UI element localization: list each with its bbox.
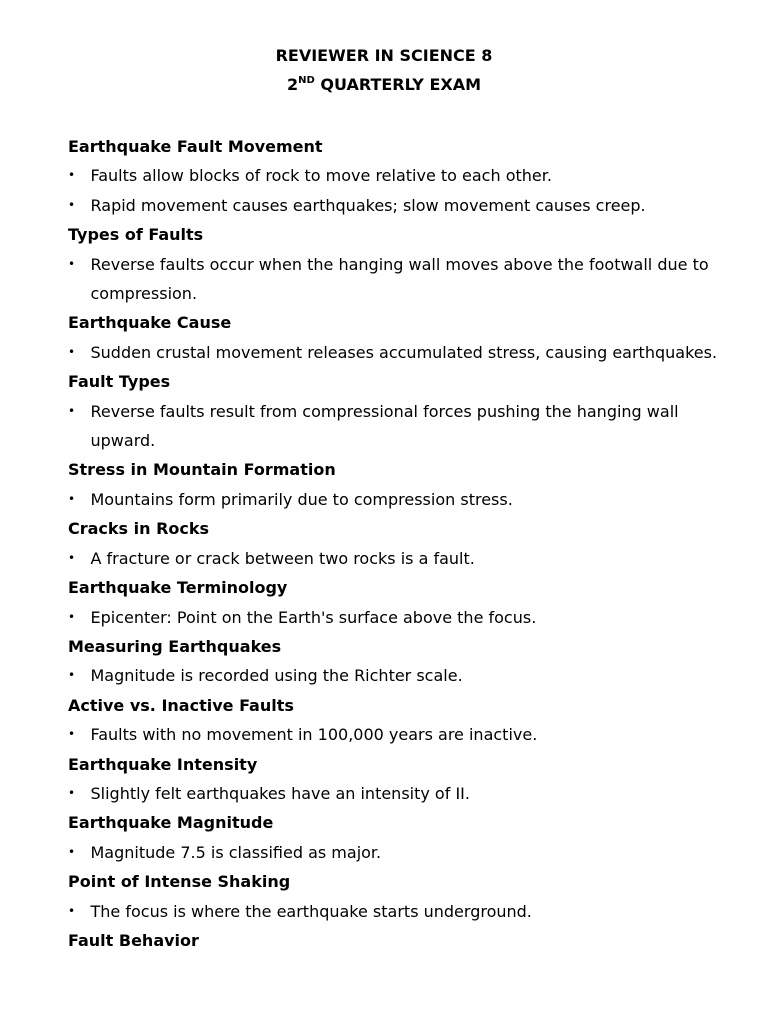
section: [68, 926, 728, 955]
section: [68, 573, 728, 632]
bullet-item: [68, 661, 728, 690]
section: [68, 514, 728, 573]
bullet-icon: •: [68, 785, 76, 800]
document-title: REVIEWER IN SCIENCE 8: [275, 46, 493, 65]
section: [68, 691, 728, 750]
bullet-icon: •: [68, 403, 76, 418]
section-heading: Earthquake Fault Movement: [68, 137, 323, 156]
section: [68, 750, 728, 809]
bullet-text: Magnitude is recorded using the Richter scale.: [90, 666, 463, 686]
section-heading: Fault Types: [68, 372, 171, 392]
bullet-icon: •: [68, 344, 76, 359]
section-heading: Earthquake Terminology: [68, 578, 288, 598]
bullet-text: The focus is where the earthquake starts underground.: [90, 901, 532, 921]
bullet-text: Magnitude 7.5 is classified as major.: [90, 842, 382, 862]
bullet-item: [68, 250, 728, 309]
bullet-item: [68, 779, 728, 808]
section-heading: Fault Behavior: [68, 930, 199, 950]
bullet-text: Reverse faults occur when the hanging wall moves above the footwall due to compression.: [90, 254, 709, 304]
section: [68, 808, 728, 867]
subtitle-ordinal-suffix: ND: [298, 74, 315, 86]
bullet-icon: •: [68, 491, 76, 506]
section: [68, 308, 728, 367]
section: [68, 132, 728, 220]
section-heading: Point of Intense Shaking: [68, 872, 291, 892]
bullet-icon: •: [68, 727, 76, 742]
bullet-item: [68, 191, 728, 220]
document-subtitle: [0, 75, 768, 95]
bullet-icon: •: [68, 197, 76, 212]
bullet-item: [68, 161, 728, 190]
bullet-item: [68, 338, 728, 367]
section-heading: Types of Faults: [68, 225, 204, 245]
bullet-item: [68, 838, 728, 867]
bullet-text: Rapid movement causes earthquakes; slow movement causes creep.: [90, 195, 646, 215]
subtitle-number: 2: [286, 75, 299, 94]
bullet-item: [68, 897, 728, 926]
document-body: [68, 132, 728, 955]
bullet-icon: •: [68, 844, 76, 859]
bullet-item: [68, 720, 728, 749]
section-heading: Earthquake Intensity: [68, 754, 258, 774]
section-heading: Earthquake Cause: [68, 313, 232, 333]
bullet-text: Faults with no movement in 100,000 years are inactive.: [90, 725, 538, 745]
bullet-icon: •: [68, 256, 76, 271]
bullet-text: Reverse faults result from compressional forces pushing the hanging wall upward.: [90, 401, 679, 451]
bullet-icon: •: [68, 903, 76, 918]
bullet-item: [68, 544, 728, 573]
section: [68, 220, 728, 308]
bullet-text: Slightly felt earthquakes have an intensity of II.: [90, 783, 470, 803]
bullet-item: [68, 603, 728, 632]
bullet-icon: •: [68, 168, 76, 183]
section: [68, 367, 728, 455]
bullet-item: [68, 397, 728, 456]
bullet-text: Mountains form primarily due to compression stress.: [90, 489, 513, 509]
bullet-icon: •: [68, 668, 76, 683]
bullet-item: [68, 485, 728, 514]
section: [68, 867, 728, 926]
bullet-icon: •: [68, 609, 76, 624]
bullet-icon: •: [68, 550, 76, 565]
bullet-text: A fracture or crack between two rocks is a fault.: [90, 548, 475, 568]
bullet-text: Sudden crustal movement releases accumulated stress, causing earthquakes.: [90, 342, 718, 362]
section-heading: Cracks in Rocks: [68, 519, 210, 539]
section: [68, 455, 728, 514]
subtitle-text: QUARTERLY EXAM: [314, 75, 482, 94]
section-heading: Stress in Mountain Formation: [68, 460, 336, 480]
section-heading: Measuring Earthquakes: [68, 636, 282, 656]
section: [68, 632, 728, 691]
section-heading: Earthquake Magnitude: [68, 813, 274, 833]
bullet-text: Faults allow blocks of rock to move relative to each other.: [90, 166, 552, 186]
section-heading: Active vs. Inactive Faults: [68, 695, 294, 715]
bullet-text: Epicenter: Point on the Earth's surface above the focus.: [90, 607, 537, 627]
